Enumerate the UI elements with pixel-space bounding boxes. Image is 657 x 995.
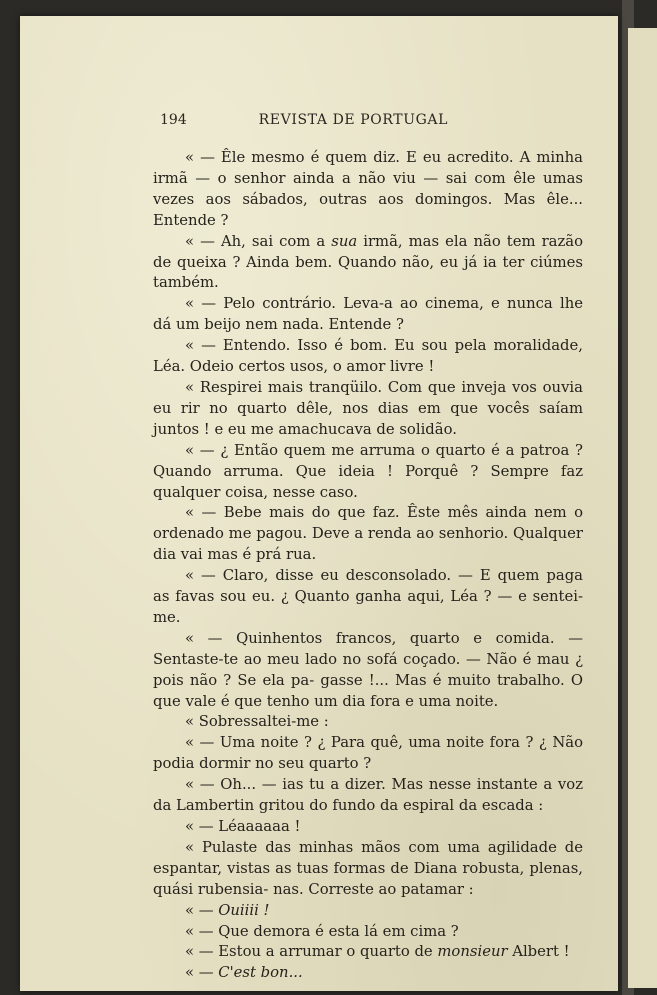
paragraph: « — Claro, disse eu desconsolado. — E quem paga as favas sou eu. ¿ Quanto ganha aqui, Léa ? — e sentei-me. — [153, 567, 583, 626]
paragraph: « — ¿ Então quem me arruma o quarto é a patroa ? Quando arruma. Que ideia ! Porquê ? Sempre faz qualquer coisa, nesse caso. — [153, 441, 583, 501]
paragraph: « — Pelo contrário. Leva-a ao cinema, e nunca lhe dá um beijo nem nada. Entende ? — [153, 295, 583, 334]
body-text — [153, 148, 583, 984]
facing-page-edge — [628, 28, 657, 988]
paragraph: « — Ouiiii ! — [185, 901, 270, 919]
paragraph: « — C'est bon... — [185, 964, 303, 982]
running-title: REVISTA DE PORTUGAL — [258, 112, 448, 128]
paragraph: « Sobressaltei-me : — [185, 713, 329, 731]
paragraph: « Respirei mais tranqüilo. Com que inveja vos ouvia eu rir no quarto dêle, nos dias em que vocês saíam juntos ! e eu me amachucava de solidão. — [153, 378, 583, 438]
paragraph: « Pulaste das minhas mãos com uma agilidade de espantar, vistas as tuas formas de Diana robusta, plenas, quási rubensia- nas. Correste ao patamar : — [153, 838, 583, 898]
paragraph: « — Estou a arrumar o quarto de monsieur Albert ! — [185, 943, 570, 961]
paragraph: « — Quinhentos francos, quarto e comida. — Sentaste-te ao meu lado no sofá coçado. — Não é mau ¿ pois não ? Se ela pa- gasse !... Mas é muito trabalho. O que vale é que tenho um dia fora e uma noite. — [153, 629, 583, 710]
paragraph: « — Bebe mais do que faz. Êste mês ainda nem o ordenado me pagou. Deve a renda ao senhorio. Qualquer dia vai mas é prá rua. — [153, 504, 583, 564]
paragraph: « — Ah, sai com a sua irmã, mas ela não tem razão de queixa ? Ainda bem. Quando não, eu já ia ter ciúmes também. — [153, 232, 583, 292]
page-header — [160, 112, 448, 132]
paragraph: « — Oh... — ias tu a dizer. Mas nesse instante a voz da Lambertin gritou do fundo da espiral da escada : — [153, 776, 583, 815]
paragraph: « — Uma noite ? ¿ Para quê, uma noite fora ? ¿ Não podia dormir no seu quarto ? — [153, 734, 583, 773]
page-number: 194 — [160, 112, 187, 128]
paragraph: « — Que demora é esta lá em cima ? — [185, 922, 459, 940]
paragraph: « — Entendo. Isso é bom. Eu sou pela moralidade, Léa. Odeio certos usos, o amor livre ! — [153, 337, 583, 376]
paragraph: « — Êle mesmo é quem diz. E eu acredito. A minha irmã — o senhor ainda a não viu — sai com êle umas vezes aos sábados, outras aos domingos. Mas êle... Entende ? — [153, 149, 583, 229]
paragraph: « — Léaaaaaa ! — [185, 818, 301, 835]
